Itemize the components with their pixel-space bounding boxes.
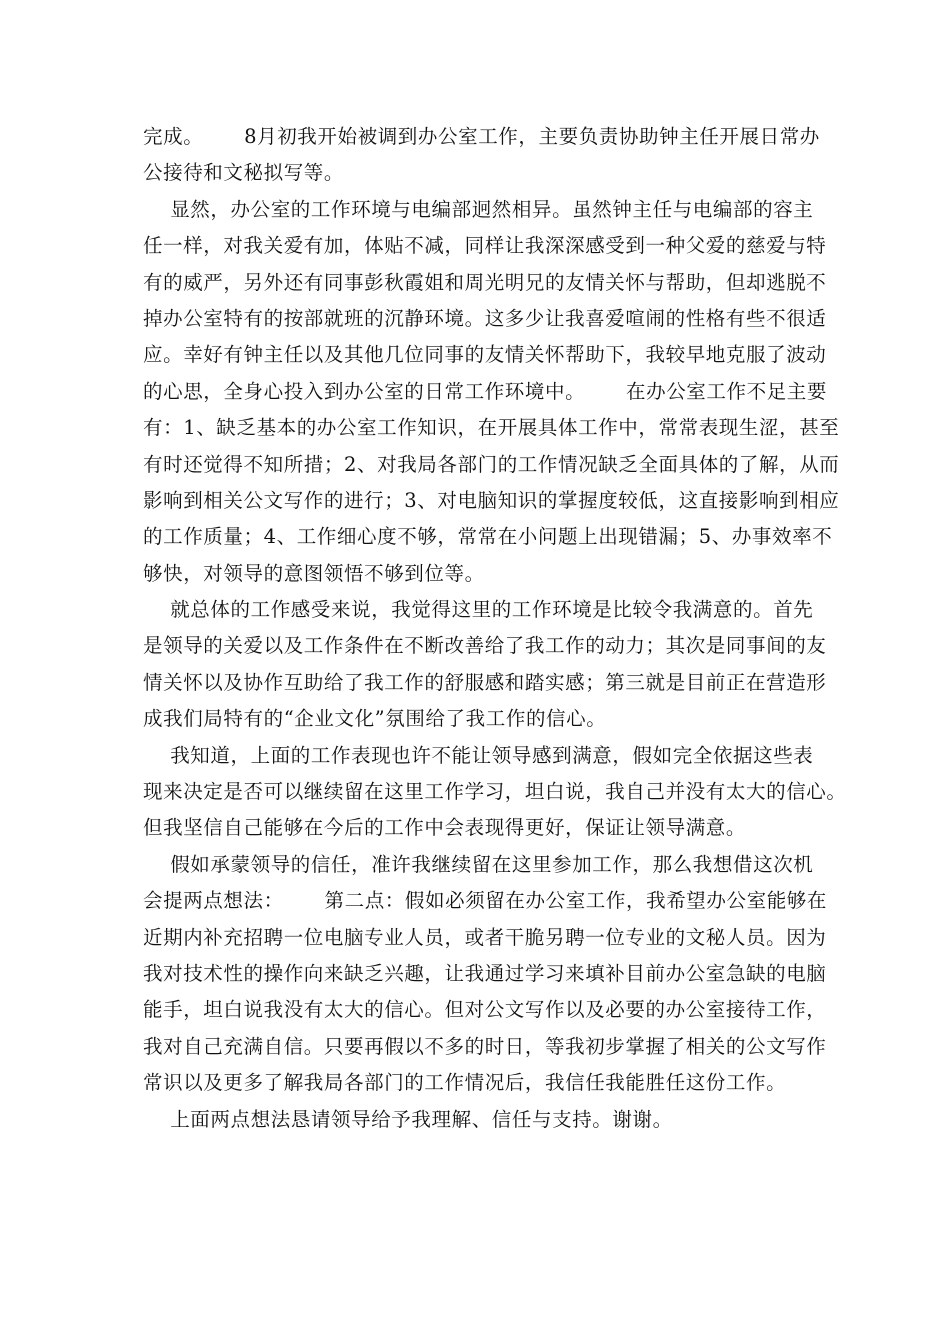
text-line: 有的威严，另外还有同事彭秋霞姐和周光明兄的友情关怀与帮助，但却逃脱不 — [143, 270, 827, 294]
text-line: 显然，办公室的工作环境与电编部迥然相异。虽然钟主任与电编部的容主 — [143, 197, 814, 221]
text-line: 完成。 8月初我开始被调到办公室工作，主要负责协助钟主任开展日常办 — [143, 125, 820, 148]
text-line: 我对技术性的操作向来缺乏兴趣，让我通过学习来填补目前办公室急缺的电脑 — [143, 961, 827, 985]
text-line: 的工作质量；4、工作细心度不够，常常在小问题上出现错漏；5、办事效率不 — [143, 525, 833, 549]
text-line: 我知道，上面的工作表现也许不能让领导感到满意，假如完全依据这些表 — [143, 743, 814, 767]
text-line: 假如承蒙领导的信任，准许我继续留在这里参加工作，那么我想借这次机 — [143, 852, 814, 876]
text-line: 有：1、缺乏基本的办公室工作知识，在开展具体工作中，常常表现生涩，甚至 — [143, 416, 840, 440]
text-line: 现来决定是否可以继续留在这里工作学习，坦白说，我自己并没有太大的信心。 — [143, 780, 847, 804]
text-line: 但我坚信自己能够在今后的工作中会表现得更好，保证让领导满意。 — [143, 816, 747, 840]
text-line: 应。幸好有钟主任以及其他几位同事的友情关怀帮助下，我较早地克服了波动 — [143, 343, 827, 367]
text-line: 的心思，全身心投入到办公室的日常工作环境中。 在办公室工作不足主要 — [143, 379, 827, 403]
text-line: 够快，对领导的意图领悟不够到位等。 — [143, 561, 485, 585]
text-line: 我对自己充满自信。只要再假以不多的时日，等我初步掌握了相关的公文写作 — [143, 1034, 827, 1058]
text-line: 近期内补充招聘一位电脑专业人员，或者干脆另聘一位专业的文秘人员。因为 — [143, 925, 827, 949]
document-body — [143, 119, 847, 1138]
text-line: 有时还觉得不知所措；2、对我局各部门的工作情况缺乏全面具体的了解，从而 — [143, 452, 840, 476]
text-line: 公接待和文秘拟写等。 — [143, 161, 345, 185]
text-line: 影响到相关公文写作的进行；3、对电脑知识的掌握度较低，这直接影响到相应 — [143, 488, 840, 512]
text-line: 任一样，对我关爱有加，体贴不减，同样让我深深感受到一种父爱的慈爱与特 — [143, 234, 827, 258]
text-line: 是领导的关爱以及工作条件在不断改善给了我工作的动力；其次是同事间的友 — [143, 634, 827, 658]
text-line: 成我们局特有的“企业文化”氛围给了我工作的信心。 — [143, 707, 607, 731]
text-line: 掉办公室特有的按部就班的沉静环境。这多少让我喜爱喧闹的性格有些不很适 — [143, 306, 827, 330]
text-line: 会提两点想法： 第二点：假如必须留在办公室工作，我希望办公室能够在 — [143, 889, 827, 913]
text-line: 就总体的工作感受来说，我觉得这里的工作环境是比较令我满意的。首先 — [143, 598, 814, 622]
text-line: 上面两点想法恳请领导给予我理解、信任与支持。谢谢。 — [143, 1107, 673, 1131]
text-line: 常识以及更多了解我局各部门的工作情况后，我信任我能胜任这份工作。 — [143, 1071, 787, 1095]
text-line: 能手，坦白说我没有太大的信心。但对公文写作以及必要的办公室接待工作， — [143, 998, 827, 1022]
text-line: 情关怀以及协作互助给了我工作的舒服感和踏实感；第三就是目前正在营造形 — [143, 670, 827, 694]
